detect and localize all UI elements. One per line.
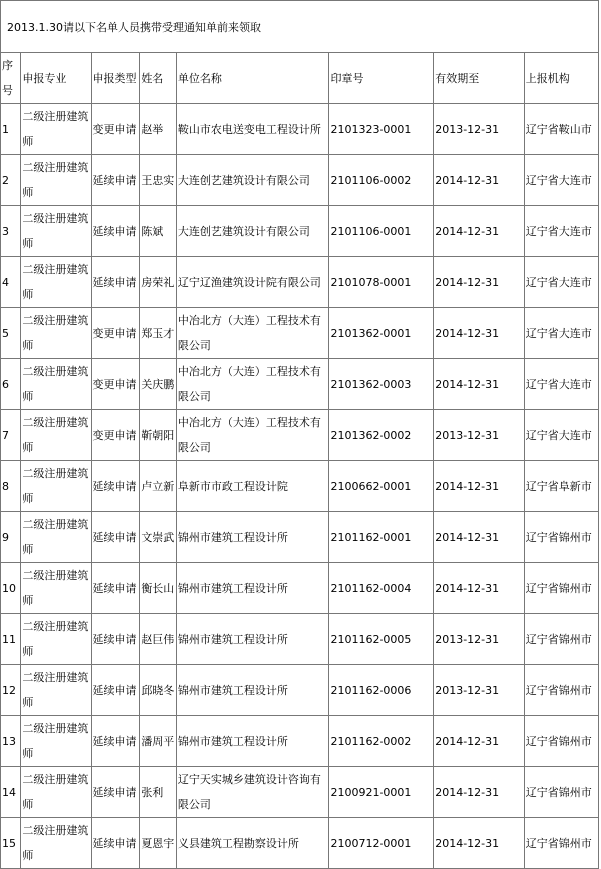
cell-org: 辽宁省锦州市: [524, 614, 598, 665]
cell-valid: 2014-12-31: [434, 512, 525, 563]
cell-valid: 2013-12-31: [434, 104, 525, 155]
cell-unit: 辽宁天实城乡建筑设计咨询有限公司: [176, 767, 329, 818]
cell-name: 赵举: [140, 104, 177, 155]
table-row: [1, 461, 599, 512]
cell-name: 邱晓冬: [140, 665, 177, 716]
header-major: 申报专业: [21, 53, 91, 104]
cell-major: 二级注册建筑师: [21, 767, 91, 818]
table-row: [1, 614, 599, 665]
cell-seal: 2101078-0001: [329, 257, 434, 308]
cell-major: 二级注册建筑师: [21, 665, 91, 716]
table-row: [1, 410, 599, 461]
cell-valid: 2014-12-31: [434, 461, 525, 512]
cell-type: 变更申请: [91, 308, 140, 359]
cell-org: 辽宁省大连市: [524, 308, 598, 359]
cell-unit: 中冶北方（大连）工程技术有限公司: [176, 359, 329, 410]
cell-seal: 2100921-0001: [329, 767, 434, 818]
cell-no: 8: [1, 461, 21, 512]
table-row: [1, 665, 599, 716]
cell-valid: 2014-12-31: [434, 206, 525, 257]
cell-unit: 大连创艺建筑设计有限公司: [176, 155, 329, 206]
cell-org: 辽宁省大连市: [524, 206, 598, 257]
cell-org: 辽宁省大连市: [524, 257, 598, 308]
table-row: [1, 308, 599, 359]
table-row: [1, 716, 599, 767]
cell-major: 二级注册建筑师: [21, 257, 91, 308]
table-row: [1, 767, 599, 818]
cell-seal: 2101162-0006: [329, 665, 434, 716]
header-seal: 印章号: [329, 53, 434, 104]
cell-type: 延续申请: [91, 461, 140, 512]
cell-seal: 2101362-0003: [329, 359, 434, 410]
table-row: [1, 206, 599, 257]
cell-no: 5: [1, 308, 21, 359]
cell-org: 辽宁省锦州市: [524, 767, 598, 818]
cell-no: 14: [1, 767, 21, 818]
notice-title: 2013.1.30请以下名单人员携带受理通知单前来领取: [0, 0, 599, 52]
cell-org: 辽宁省锦州市: [524, 512, 598, 563]
cell-org: 辽宁省鞍山市: [524, 104, 598, 155]
table-row: [1, 563, 599, 614]
cell-seal: 2101106-0002: [329, 155, 434, 206]
cell-name: 陈斌: [140, 206, 177, 257]
table-row: [1, 104, 599, 155]
cell-org: 辽宁省锦州市: [524, 716, 598, 767]
cell-unit: 锦州市建筑工程设计所: [176, 665, 329, 716]
cell-type: 延续申请: [91, 716, 140, 767]
cell-unit: 义县建筑工程勘察设计所: [176, 818, 329, 869]
cell-seal: 2101162-0001: [329, 512, 434, 563]
cell-major: 二级注册建筑师: [21, 206, 91, 257]
cell-major: 二级注册建筑师: [21, 512, 91, 563]
cell-seal: 2101162-0002: [329, 716, 434, 767]
cell-type: 延续申请: [91, 257, 140, 308]
cell-no: 4: [1, 257, 21, 308]
cell-no: 7: [1, 410, 21, 461]
cell-name: 卢立新: [140, 461, 177, 512]
cell-name: 靳朝阳: [140, 410, 177, 461]
cell-name: 文崇武: [140, 512, 177, 563]
cell-org: 辽宁省大连市: [524, 155, 598, 206]
cell-unit: 阜新市市政工程设计院: [176, 461, 329, 512]
header-no: 序号: [1, 53, 21, 104]
cell-valid: 2013-12-31: [434, 614, 525, 665]
cell-no: 3: [1, 206, 21, 257]
cell-name: 赵巨伟: [140, 614, 177, 665]
cell-no: 1: [1, 104, 21, 155]
cell-major: 二级注册建筑师: [21, 410, 91, 461]
table-body: [1, 104, 599, 869]
cell-major: 二级注册建筑师: [21, 359, 91, 410]
cell-no: 11: [1, 614, 21, 665]
cell-valid: 2014-12-31: [434, 257, 525, 308]
cell-name: 夏恩宇: [140, 818, 177, 869]
cell-no: 12: [1, 665, 21, 716]
table-row: [1, 512, 599, 563]
cell-seal: 2101362-0001: [329, 308, 434, 359]
cell-no: 13: [1, 716, 21, 767]
cell-unit: 中冶北方（大连）工程技术有限公司: [176, 410, 329, 461]
cell-no: 15: [1, 818, 21, 869]
header-org: 上报机构: [524, 53, 598, 104]
cell-unit: 锦州市建筑工程设计所: [176, 563, 329, 614]
cell-valid: 2014-12-31: [434, 308, 525, 359]
cell-type: 延续申请: [91, 665, 140, 716]
cell-org: 辽宁省阜新市: [524, 461, 598, 512]
cell-seal: 2101106-0001: [329, 206, 434, 257]
cell-org: 辽宁省大连市: [524, 359, 598, 410]
table-header-row: [1, 53, 599, 104]
applicant-table: [0, 52, 599, 869]
cell-name: 房荣礼: [140, 257, 177, 308]
cell-unit: 锦州市建筑工程设计所: [176, 614, 329, 665]
cell-org: 辽宁省锦州市: [524, 818, 598, 869]
cell-seal: 2101162-0005: [329, 614, 434, 665]
cell-no: 10: [1, 563, 21, 614]
cell-major: 二级注册建筑师: [21, 308, 91, 359]
cell-valid: 2014-12-31: [434, 716, 525, 767]
cell-no: 2: [1, 155, 21, 206]
cell-unit: 鞍山市农电送变电工程设计所: [176, 104, 329, 155]
cell-valid: 2014-12-31: [434, 767, 525, 818]
cell-no: 9: [1, 512, 21, 563]
cell-unit: 锦州市建筑工程设计所: [176, 512, 329, 563]
table-row: [1, 818, 599, 869]
cell-seal: 2100712-0001: [329, 818, 434, 869]
cell-type: 延续申请: [91, 155, 140, 206]
cell-unit: 锦州市建筑工程设计所: [176, 716, 329, 767]
cell-valid: 2013-12-31: [434, 665, 525, 716]
cell-type: 延续申请: [91, 206, 140, 257]
cell-type: 延续申请: [91, 767, 140, 818]
cell-seal: 2100662-0001: [329, 461, 434, 512]
cell-valid: 2014-12-31: [434, 818, 525, 869]
cell-major: 二级注册建筑师: [21, 461, 91, 512]
cell-name: 郑玉才: [140, 308, 177, 359]
cell-major: 二级注册建筑师: [21, 155, 91, 206]
cell-unit: 辽宁辽渔建筑设计院有限公司: [176, 257, 329, 308]
header-valid: 有效期至: [434, 53, 525, 104]
cell-major: 二级注册建筑师: [21, 563, 91, 614]
cell-type: 延续申请: [91, 563, 140, 614]
cell-name: 张利: [140, 767, 177, 818]
cell-type: 变更申请: [91, 104, 140, 155]
cell-name: 衡长山: [140, 563, 177, 614]
cell-major: 二级注册建筑师: [21, 104, 91, 155]
cell-valid: 2014-12-31: [434, 563, 525, 614]
cell-valid: 2014-12-31: [434, 155, 525, 206]
cell-name: 关庆鹏: [140, 359, 177, 410]
cell-org: 辽宁省锦州市: [524, 563, 598, 614]
cell-seal: 2101323-0001: [329, 104, 434, 155]
table-row: [1, 257, 599, 308]
cell-type: 变更申请: [91, 359, 140, 410]
cell-name: 潘周平: [140, 716, 177, 767]
cell-unit: 中冶北方（大连）工程技术有限公司: [176, 308, 329, 359]
table-row: [1, 359, 599, 410]
header-unit: 单位名称: [176, 53, 329, 104]
cell-seal: 2101162-0004: [329, 563, 434, 614]
header-type: 申报类型: [91, 53, 140, 104]
cell-no: 6: [1, 359, 21, 410]
cell-org: 辽宁省大连市: [524, 410, 598, 461]
cell-seal: 2101362-0002: [329, 410, 434, 461]
cell-type: 延续申请: [91, 512, 140, 563]
cell-major: 二级注册建筑师: [21, 614, 91, 665]
cell-type: 延续申请: [91, 614, 140, 665]
header-name: 姓名: [140, 53, 177, 104]
cell-org: 辽宁省锦州市: [524, 665, 598, 716]
table-row: [1, 155, 599, 206]
cell-unit: 大连创艺建筑设计有限公司: [176, 206, 329, 257]
cell-valid: 2013-12-31: [434, 410, 525, 461]
cell-type: 延续申请: [91, 818, 140, 869]
cell-major: 二级注册建筑师: [21, 716, 91, 767]
cell-major: 二级注册建筑师: [21, 818, 91, 869]
cell-type: 变更申请: [91, 410, 140, 461]
cell-name: 王忠实: [140, 155, 177, 206]
cell-valid: 2014-12-31: [434, 359, 525, 410]
